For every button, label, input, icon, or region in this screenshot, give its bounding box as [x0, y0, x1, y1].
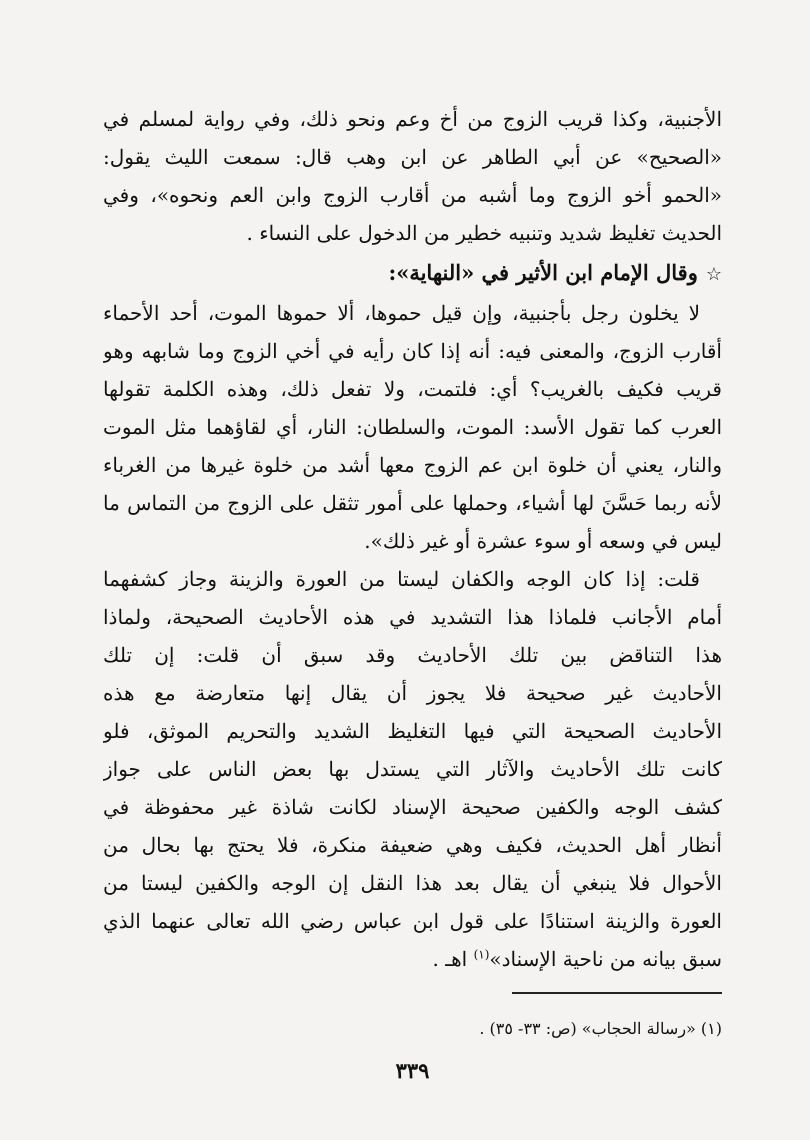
text-line: الأحاديث غير صحيحة فلا يجوز أن يقال إنها متعارضة مع هذه [103, 681, 722, 705]
text-line: قلت: إذا كان الوجه والكفان ليستا من العورة والزينة وجاز كشفهما [103, 567, 700, 591]
section-heading [103, 252, 722, 294]
text-line: الأحاديث الصحيحة التي فيها التغليظ الشديد والتحريم الموثق، فلو [103, 719, 722, 743]
footnote-divider [512, 992, 722, 994]
text-line: أنظار أهل الحديث، فكيف وهي ضعيفة منكرة، فلا يحتج بها بحال من [103, 833, 722, 857]
text-line: الأجنبية، وكذا قريب الزوج من أخ وعم ونحو ذلك، وفي رواية لمسلم في [103, 107, 722, 131]
text-line: لا يخلون رجل بأجنبية، وإن قيل حموها، ألا حموها الموت، أحد الأحماء [103, 301, 701, 325]
text-line: كانت تلك الأحاديث والآثار التي يستدل بها بعض الناس على جواز [103, 757, 722, 781]
quote-paragraph [103, 294, 722, 560]
star-icon: ☆ [705, 264, 722, 285]
text-line: العرب كما تقول الأسد: الموت، والسلطان: النار، أي لقاؤهما مثل الموت [103, 415, 722, 439]
text-line: أمام الأجانب فلماذا هذا التشديد في هذه الأحاديث الصحيحة، ولماذا [103, 605, 722, 629]
final-line-text: سبق بيانه من ناحية الإسناد» [489, 947, 722, 971]
text-line: ليس في وسعه أو سوء عشرة أو غير ذلك». [364, 529, 722, 553]
text-line: العورة والزينة استنادًا على قول ابن عباس رضي الله تعالى عنهما الذي [103, 909, 722, 933]
text-line: الأحوال فلا ينبغي أن يقال بعد هذا النقل إن الوجه والكفين ليستا من [103, 871, 722, 895]
text-line: «الحمو أخو الزوج وما أشبه من أقارب الزوج وابن العم ونحوه»، وفي [103, 183, 722, 207]
section-heading-text: وقال الإمام ابن الأثير في «النهاية»: [388, 260, 698, 285]
text-line: والنار، يعني أن خلوة ابن عم الزوج معها أشد من خلوة غيرها من الغرباء [103, 453, 722, 477]
page-number: ٣٣٩ [395, 1058, 430, 1083]
text-line: الحديث تغليظ شديد وتنبيه خطير من الدخول على النساء . [246, 221, 722, 245]
intro-paragraph [103, 100, 722, 252]
footnote-reference: (١) [473, 947, 490, 962]
text-line: هذا التناقض بين تلك الأحاديث وقد سبق أن قلت: إن تلك [103, 643, 722, 667]
text-line: أقارب الزوج، والمعنى فيه: أنه إذا كان رأيه في أخي الزوج وما شابهه وهو [103, 339, 722, 363]
text-line: لأنه ربما حَسَّنَ لها أشياء، وحملها على أمور تثقل على الزوج من التماس ما [103, 491, 722, 515]
document-page [103, 100, 722, 1086]
text-line: كشف الوجه والكفين صحيحة الإسناد لكانت شاذة غير محفوظة في [103, 795, 722, 819]
text-line: «الصحيح» عن أبي الطاهر عن ابن وهب قال: سمعت الليث يقول: [103, 145, 722, 169]
text-line: قريب فكيف بالغريب؟ أي: فلتمت، ولا تفعل ذلك، وهذه الكلمة تقولها [103, 377, 722, 401]
text-line-final [103, 940, 722, 978]
footnote: (١) «رسالة الحجاب» (ص: ٣٣- ٣٥) . [479, 1019, 722, 1038]
final-line-tail: اهـ . [432, 947, 474, 971]
discussion-paragraph [103, 560, 722, 978]
